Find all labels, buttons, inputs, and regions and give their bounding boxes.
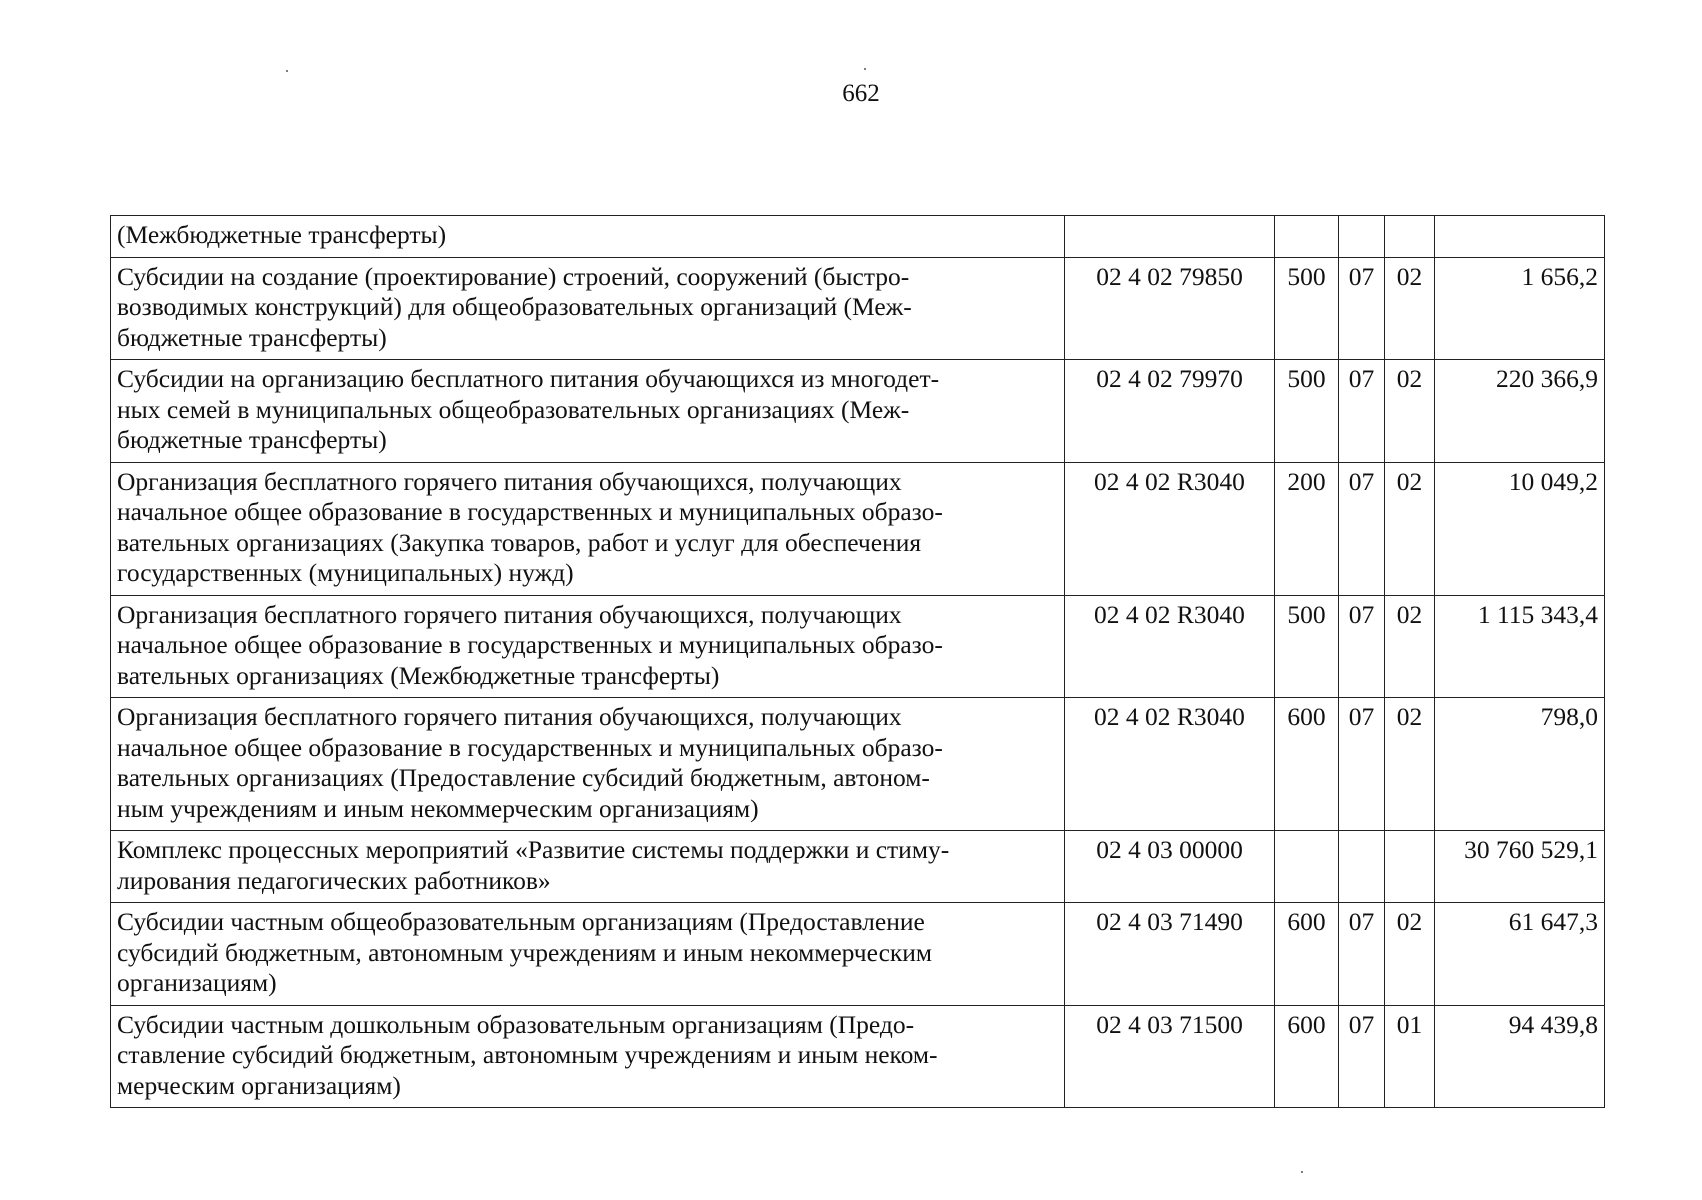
expense-type: 200 bbox=[1275, 462, 1339, 595]
amount-value: 220 366,9 bbox=[1435, 360, 1605, 463]
target-article-code: 02 4 03 00000 bbox=[1065, 831, 1275, 903]
row-description bbox=[111, 462, 1065, 595]
target-article-code: 02 4 02 R3040 bbox=[1065, 595, 1275, 698]
scan-speck bbox=[864, 68, 866, 70]
expense-type: 500 bbox=[1275, 257, 1339, 360]
description-line: субсидий бюджетным, автономным учреждениям и иным некоммерческим bbox=[117, 937, 933, 967]
table-row bbox=[111, 698, 1605, 831]
expense-type bbox=[1275, 216, 1339, 258]
row-description bbox=[111, 257, 1065, 360]
expense-type: 500 bbox=[1275, 595, 1339, 698]
section-code: 07 bbox=[1339, 595, 1385, 698]
description-line: организациям) bbox=[117, 968, 277, 997]
description-line: ных семей в муниципальных общеобразовательных организациях (Меж- bbox=[117, 394, 910, 424]
table-row bbox=[111, 216, 1605, 258]
table-row bbox=[111, 595, 1605, 698]
section-code: 07 bbox=[1339, 462, 1385, 595]
section-code: 07 bbox=[1339, 257, 1385, 360]
page-number: 662 bbox=[842, 80, 880, 107]
amount-value: 1 115 343,4 bbox=[1435, 595, 1605, 698]
description-line: бюджетные трансферты) bbox=[117, 322, 387, 352]
subsection-code: 02 bbox=[1385, 360, 1435, 463]
target-article-code: 02 4 02 79850 bbox=[1065, 257, 1275, 360]
description-line: ным учреждениям и иным некоммерческим организациям) bbox=[117, 793, 759, 823]
budget-table-body bbox=[111, 216, 1605, 1108]
description-line: Субсидии на создание (проектирование) строений, сооружений (быстро- bbox=[117, 261, 910, 291]
description-line: Субсидии частным общеобразовательным организациям (Предоставление bbox=[117, 907, 925, 936]
amount-value: 10 049,2 bbox=[1435, 462, 1605, 595]
description-line: Организация бесплатного горячего питания обучающихся, получающих bbox=[117, 599, 902, 629]
section-code: 07 bbox=[1339, 698, 1385, 831]
section-code: 07 bbox=[1339, 360, 1385, 463]
target-article-code: 02 4 03 71500 bbox=[1065, 1005, 1275, 1108]
amount-value: 798,0 bbox=[1435, 698, 1605, 831]
description-line: лирования педагогических работников» bbox=[117, 865, 551, 895]
table-row bbox=[111, 462, 1605, 595]
subsection-code bbox=[1385, 216, 1435, 258]
target-article-code bbox=[1065, 216, 1275, 258]
amount-value: 61 647,3 bbox=[1435, 903, 1605, 1006]
budget-table bbox=[110, 215, 1605, 1108]
description-line: Субсидии частным дошкольным образовательным организациям (Предо- bbox=[117, 1009, 915, 1039]
section-code bbox=[1339, 831, 1385, 903]
subsection-code: 02 bbox=[1385, 462, 1435, 595]
scan-speck bbox=[1301, 1171, 1303, 1173]
description-line: Организация бесплатного горячего питания обучающихся, получающих bbox=[117, 702, 902, 731]
table-row bbox=[111, 257, 1605, 360]
description-line: Комплекс процессных мероприятий «Развитие системы поддержки и стиму- bbox=[117, 835, 950, 864]
expense-type: 500 bbox=[1275, 360, 1339, 463]
description-line: вательных организациях (Межбюджетные трансферты) bbox=[117, 660, 720, 690]
description-line: Организация бесплатного горячего питания обучающихся, получающих bbox=[117, 466, 902, 496]
table-row bbox=[111, 1005, 1605, 1108]
description-line: ставление субсидий бюджетным, автономным учреждениям и иным неком- bbox=[117, 1040, 938, 1069]
row-description bbox=[111, 903, 1065, 1006]
expense-type bbox=[1275, 831, 1339, 903]
scan-speck bbox=[286, 70, 288, 72]
description-line: государственных (муниципальных) нужд) bbox=[117, 558, 574, 587]
section-code: 07 bbox=[1339, 903, 1385, 1006]
target-article-code: 02 4 02 79970 bbox=[1065, 360, 1275, 463]
row-description bbox=[111, 360, 1065, 463]
target-article-code: 02 4 03 71490 bbox=[1065, 903, 1275, 1006]
expense-type: 600 bbox=[1275, 1005, 1339, 1108]
table-row bbox=[111, 360, 1605, 463]
amount-value: 30 760 529,1 bbox=[1435, 831, 1605, 903]
subsection-code: 02 bbox=[1385, 698, 1435, 831]
amount-value: 1 656,2 bbox=[1435, 257, 1605, 360]
description-line: возводимых конструкций) для общеобразовательных организаций (Меж- bbox=[117, 292, 912, 321]
amount-value: 94 439,8 bbox=[1435, 1005, 1605, 1108]
subsection-code: 01 bbox=[1385, 1005, 1435, 1108]
row-description bbox=[111, 831, 1065, 903]
section-code bbox=[1339, 216, 1385, 258]
row-description bbox=[111, 216, 1065, 258]
subsection-code: 02 bbox=[1385, 903, 1435, 1006]
row-description bbox=[111, 698, 1065, 831]
expense-type: 600 bbox=[1275, 698, 1339, 831]
row-description bbox=[111, 1005, 1065, 1108]
description-line: вательных организациях (Закупка товаров, работ и услуг для обеспечения bbox=[117, 527, 922, 557]
expense-type: 600 bbox=[1275, 903, 1339, 1006]
description-line: мерческим организациям) bbox=[117, 1070, 401, 1100]
target-article-code: 02 4 02 R3040 bbox=[1065, 698, 1275, 831]
description-line: вательных организациях (Предоставление субсидий бюджетным, автоном- bbox=[117, 763, 930, 792]
description-line: начальное общее образование в государственных и муниципальных образо- bbox=[117, 630, 943, 659]
section-code: 07 bbox=[1339, 1005, 1385, 1108]
subsection-code bbox=[1385, 831, 1435, 903]
description-line: Субсидии на организацию бесплатного питания обучающихся из многодет- bbox=[117, 364, 940, 393]
row-description bbox=[111, 595, 1065, 698]
table-row bbox=[111, 903, 1605, 1006]
table-row bbox=[111, 831, 1605, 903]
subsection-code: 02 bbox=[1385, 257, 1435, 360]
description-line: бюджетные трансферты) bbox=[117, 425, 387, 454]
description-line: начальное общее образование в государственных и муниципальных образо- bbox=[117, 497, 943, 526]
description-line: начальное общее образование в государственных и муниципальных образо- bbox=[117, 732, 943, 762]
target-article-code: 02 4 02 R3040 bbox=[1065, 462, 1275, 595]
amount-value bbox=[1435, 216, 1605, 258]
description-line: (Межбюджетные трансферты) bbox=[117, 220, 447, 249]
subsection-code: 02 bbox=[1385, 595, 1435, 698]
